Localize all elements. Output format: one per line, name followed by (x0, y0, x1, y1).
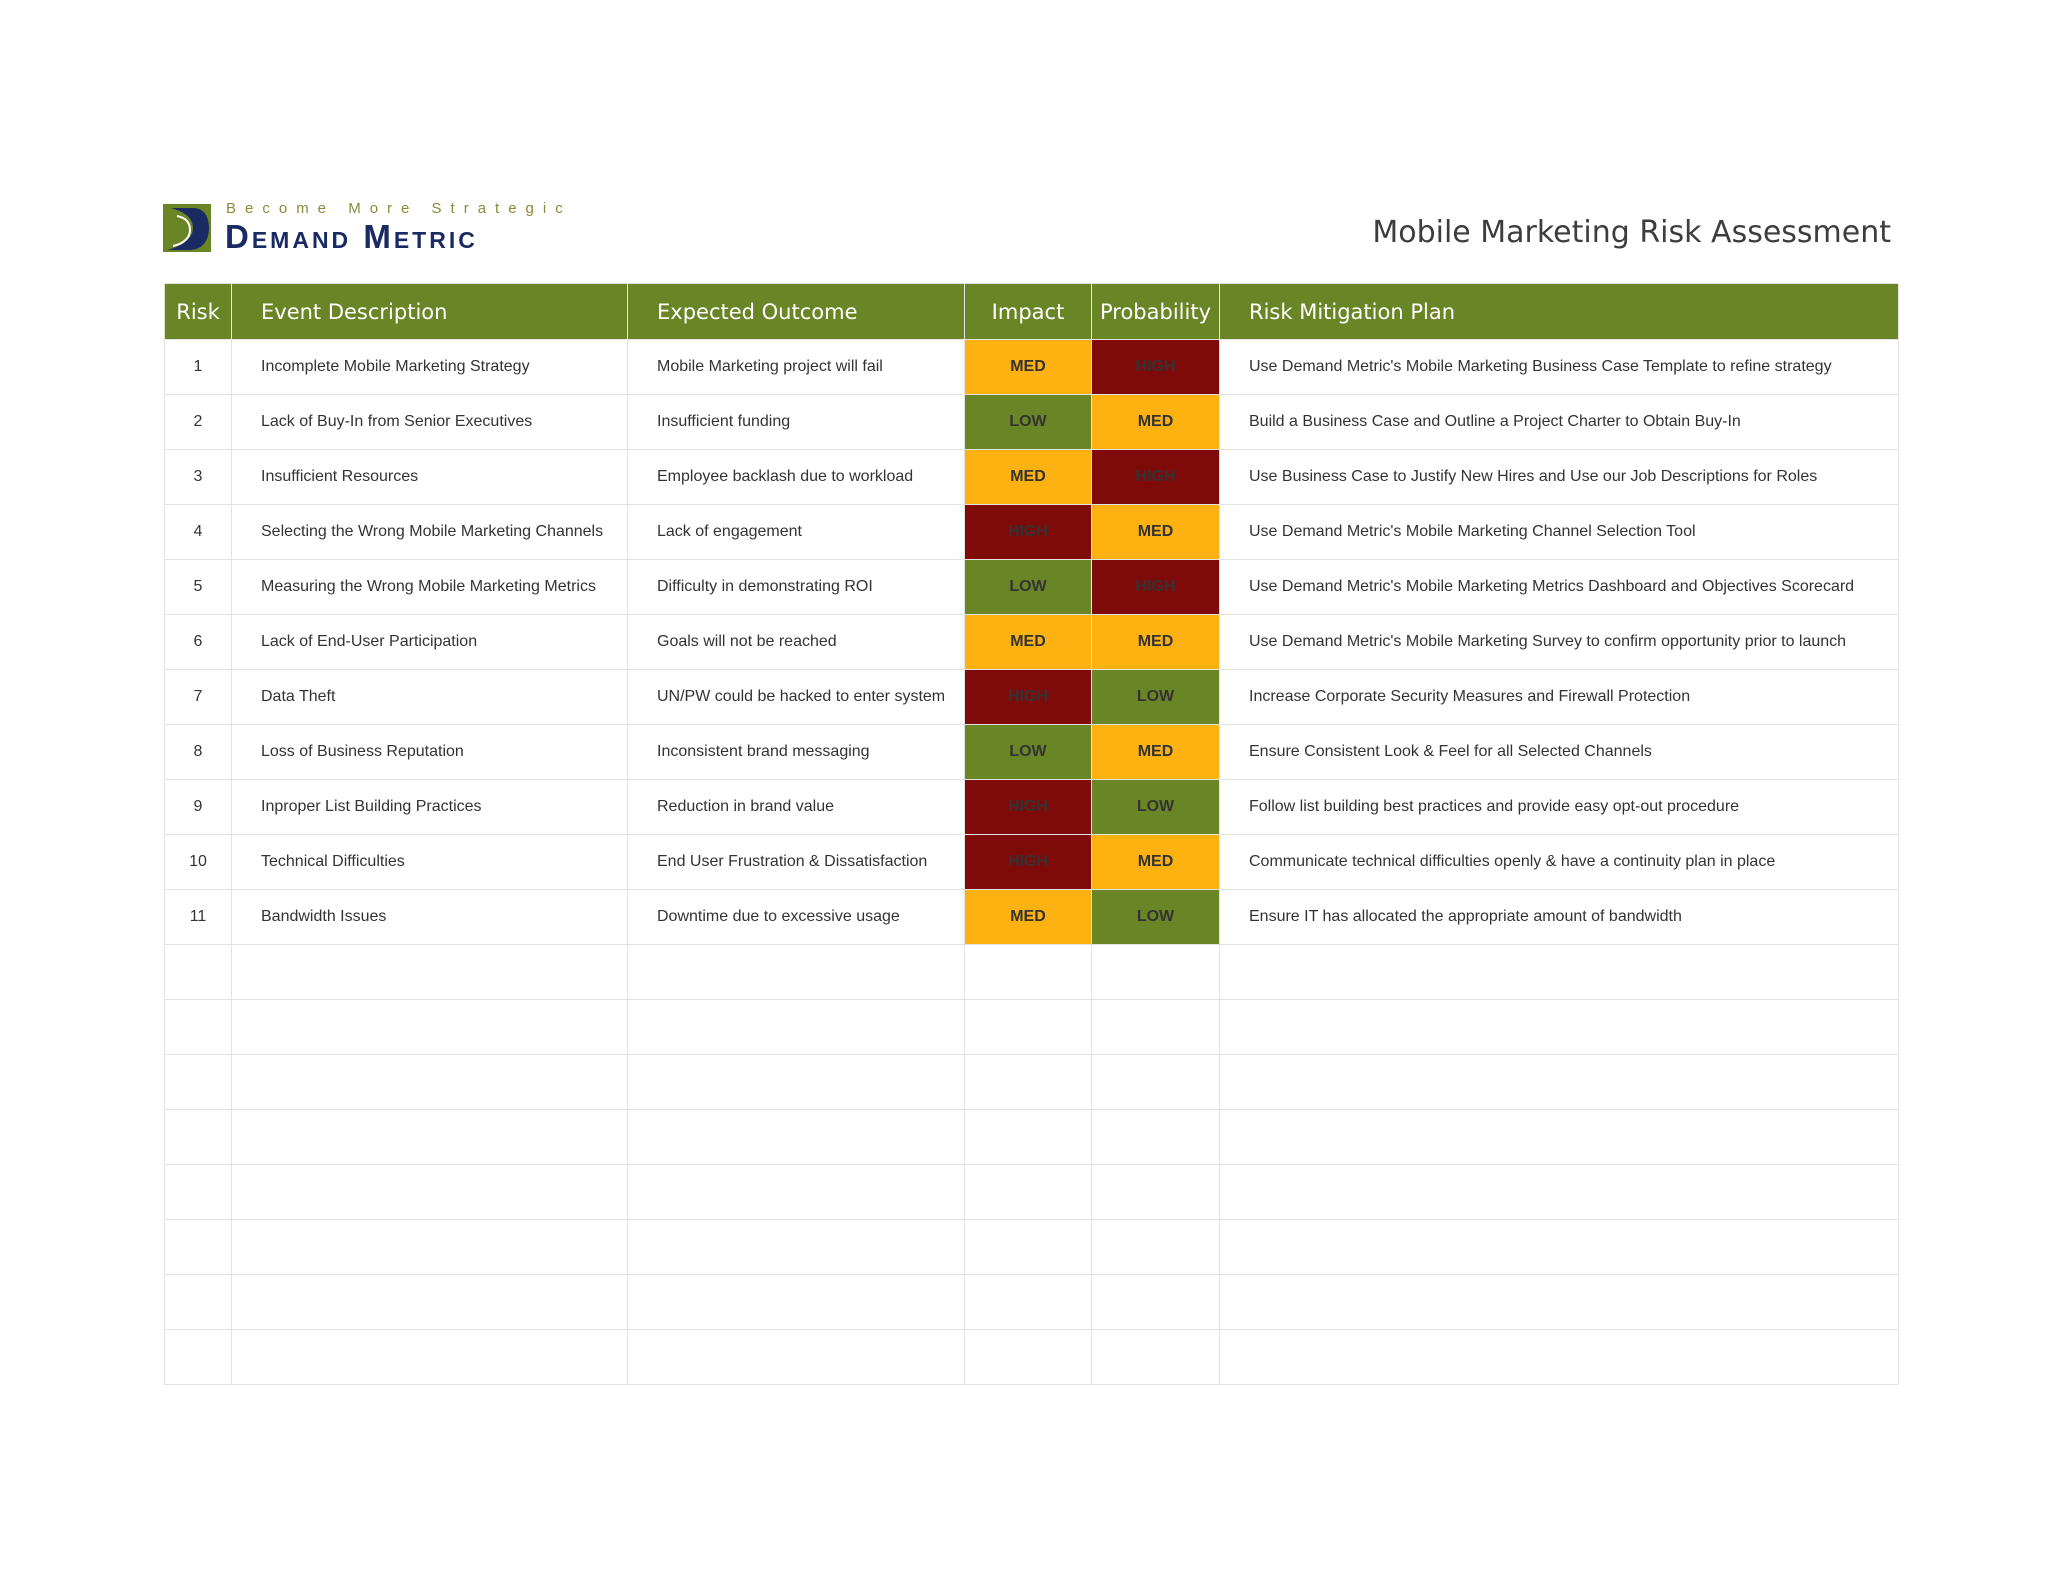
table-header-row (165, 284, 1899, 340)
risk-number-cell: 6 (165, 615, 232, 670)
risk-mitigation-plan-cell (1220, 1220, 1899, 1275)
demand-metric-logo (163, 200, 603, 260)
probability-cell: HIGH (1092, 450, 1220, 505)
risk-table-body (165, 340, 1899, 1385)
risk-mitigation-plan-cell: Communicate technical difficulties openly & have a continuity plan in place (1220, 835, 1899, 890)
column-header-probability: Probability (1092, 284, 1220, 340)
event-description-cell (232, 945, 628, 1000)
column-header-impact: Impact (965, 284, 1092, 340)
table-row (165, 1275, 1899, 1330)
risk-number-cell (165, 1275, 232, 1330)
probability-cell: HIGH (1092, 560, 1220, 615)
impact-cell (965, 1110, 1092, 1165)
event-description-cell: Lack of Buy-In from Senior Executives (232, 395, 628, 450)
impact-cell: LOW (965, 725, 1092, 780)
risk-mitigation-plan-cell (1220, 1275, 1899, 1330)
table-row (165, 1110, 1899, 1165)
risk-mitigation-plan-cell: Ensure IT has allocated the appropriate amount of bandwidth (1220, 890, 1899, 945)
risk-mitigation-plan-cell (1220, 1330, 1899, 1385)
probability-cell: LOW (1092, 670, 1220, 725)
expected-outcome-cell (628, 945, 965, 1000)
impact-cell: MED (965, 615, 1092, 670)
risk-number-cell (165, 1165, 232, 1220)
table-row (165, 560, 1899, 615)
table-row (165, 340, 1899, 395)
probability-cell (1092, 1330, 1220, 1385)
table-row (165, 780, 1899, 835)
risk-mitigation-plan-cell: Follow list building best practices and provide easy opt-out procedure (1220, 780, 1899, 835)
event-description-cell: Inproper List Building Practices (232, 780, 628, 835)
probability-cell: MED (1092, 395, 1220, 450)
table-row (165, 1000, 1899, 1055)
risk-mitigation-plan-cell: Use Demand Metric's Mobile Marketing Channel Selection Tool (1220, 505, 1899, 560)
probability-cell: MED (1092, 835, 1220, 890)
expected-outcome-cell (628, 1330, 965, 1385)
event-description-cell: Loss of Business Reputation (232, 725, 628, 780)
impact-cell (965, 1220, 1092, 1275)
impact-cell: LOW (965, 560, 1092, 615)
risk-mitigation-plan-cell: Use Demand Metric's Mobile Marketing Metrics Dashboard and Objectives Scorecard (1220, 560, 1899, 615)
risk-number-cell (165, 1220, 232, 1275)
risk-mitigation-plan-cell (1220, 1110, 1899, 1165)
risk-number-cell (165, 1330, 232, 1385)
column-header-risk: Risk (165, 284, 232, 340)
probability-cell: MED (1092, 505, 1220, 560)
expected-outcome-cell: Difficulty in demonstrating ROI (628, 560, 965, 615)
column-header-expected-outcome: Expected Outcome (628, 284, 965, 340)
risk-number-cell: 7 (165, 670, 232, 725)
expected-outcome-cell: End User Frustration & Dissatisfaction (628, 835, 965, 890)
table-row (165, 615, 1899, 670)
logo-tagline: Become More Strategic (226, 200, 572, 217)
event-description-cell (232, 1275, 628, 1330)
risk-number-cell: 4 (165, 505, 232, 560)
risk-mitigation-plan-cell: Increase Corporate Security Measures and Firewall Protection (1220, 670, 1899, 725)
expected-outcome-cell: Reduction in brand value (628, 780, 965, 835)
event-description-cell (232, 1055, 628, 1110)
probability-cell: LOW (1092, 780, 1220, 835)
table-row (165, 890, 1899, 945)
probability-cell (1092, 1055, 1220, 1110)
expected-outcome-cell: Goals will not be reached (628, 615, 965, 670)
expected-outcome-cell: Inconsistent brand messaging (628, 725, 965, 780)
impact-cell (965, 1330, 1092, 1385)
impact-cell (965, 1165, 1092, 1220)
table-row (165, 725, 1899, 780)
expected-outcome-cell: Insufficient funding (628, 395, 965, 450)
impact-cell: MED (965, 450, 1092, 505)
logo-wordmark: Demand Metric (225, 218, 478, 255)
expected-outcome-cell (628, 1000, 965, 1055)
impact-cell: HIGH (965, 670, 1092, 725)
event-description-cell: Measuring the Wrong Mobile Marketing Metrics (232, 560, 628, 615)
risk-number-cell: 3 (165, 450, 232, 505)
event-description-cell (232, 1000, 628, 1055)
impact-cell (965, 1000, 1092, 1055)
table-row (165, 835, 1899, 890)
risk-mitigation-plan-cell: Ensure Consistent Look & Feel for all Selected Channels (1220, 725, 1899, 780)
risk-number-cell (165, 1055, 232, 1110)
expected-outcome-cell (628, 1055, 965, 1110)
risk-number-cell: 5 (165, 560, 232, 615)
expected-outcome-cell (628, 1110, 965, 1165)
event-description-cell: Insufficient Resources (232, 450, 628, 505)
probability-cell (1092, 1000, 1220, 1055)
table-row (165, 395, 1899, 450)
risk-mitigation-plan-cell: Use Demand Metric's Mobile Marketing Business Case Template to refine strategy (1220, 340, 1899, 395)
expected-outcome-cell (628, 1220, 965, 1275)
probability-cell (1092, 1110, 1220, 1165)
risk-mitigation-plan-cell (1220, 1165, 1899, 1220)
event-description-cell (232, 1330, 628, 1385)
table-row (165, 450, 1899, 505)
impact-cell: MED (965, 890, 1092, 945)
impact-cell (965, 945, 1092, 1000)
expected-outcome-cell: Employee backlash due to workload (628, 450, 965, 505)
risk-mitigation-plan-cell: Use Business Case to Justify New Hires and Use our Job Descriptions for Roles (1220, 450, 1899, 505)
impact-cell: HIGH (965, 835, 1092, 890)
risk-number-cell: 10 (165, 835, 232, 890)
logo-mark-icon (163, 204, 211, 252)
impact-cell: LOW (965, 395, 1092, 450)
risk-number-cell (165, 945, 232, 1000)
page-title: Mobile Marketing Risk Assessment (1372, 215, 1891, 250)
risk-assessment-table (164, 283, 1899, 1385)
probability-cell (1092, 1275, 1220, 1330)
risk-number-cell: 2 (165, 395, 232, 450)
probability-cell (1092, 945, 1220, 1000)
table-row (165, 1220, 1899, 1275)
expected-outcome-cell (628, 1165, 965, 1220)
impact-cell: HIGH (965, 780, 1092, 835)
risk-number-cell (165, 1000, 232, 1055)
probability-cell: MED (1092, 615, 1220, 670)
table-row (165, 1055, 1899, 1110)
table-row (165, 670, 1899, 725)
expected-outcome-cell: Mobile Marketing project will fail (628, 340, 965, 395)
table-row (165, 1330, 1899, 1385)
risk-mitigation-plan-cell (1220, 1000, 1899, 1055)
probability-cell (1092, 1165, 1220, 1220)
event-description-cell (232, 1165, 628, 1220)
expected-outcome-cell (628, 1275, 965, 1330)
risk-number-cell: 1 (165, 340, 232, 395)
event-description-cell: Lack of End-User Participation (232, 615, 628, 670)
probability-cell: HIGH (1092, 340, 1220, 395)
event-description-cell: Selecting the Wrong Mobile Marketing Channels (232, 505, 628, 560)
event-description-cell: Bandwidth Issues (232, 890, 628, 945)
table-row (165, 505, 1899, 560)
event-description-cell: Technical Difficulties (232, 835, 628, 890)
risk-mitigation-plan-cell: Build a Business Case and Outline a Project Charter to Obtain Buy-In (1220, 395, 1899, 450)
impact-cell (965, 1055, 1092, 1110)
probability-cell: LOW (1092, 890, 1220, 945)
risk-mitigation-plan-cell (1220, 1055, 1899, 1110)
event-description-cell (232, 1220, 628, 1275)
impact-cell (965, 1275, 1092, 1330)
probability-cell (1092, 1220, 1220, 1275)
event-description-cell (232, 1110, 628, 1165)
risk-number-cell (165, 1110, 232, 1165)
event-description-cell: Incomplete Mobile Marketing Strategy (232, 340, 628, 395)
table-row (165, 1165, 1899, 1220)
expected-outcome-cell: UN/PW could be hacked to enter system (628, 670, 965, 725)
impact-cell: HIGH (965, 505, 1092, 560)
risk-number-cell: 8 (165, 725, 232, 780)
risk-number-cell: 9 (165, 780, 232, 835)
column-header-risk-mitigation-plan: Risk Mitigation Plan (1220, 284, 1899, 340)
risk-mitigation-plan-cell: Use Demand Metric's Mobile Marketing Survey to confirm opportunity prior to launch (1220, 615, 1899, 670)
risk-number-cell: 11 (165, 890, 232, 945)
probability-cell: MED (1092, 725, 1220, 780)
column-header-event-description: Event Description (232, 284, 628, 340)
risk-mitigation-plan-cell (1220, 945, 1899, 1000)
event-description-cell: Data Theft (232, 670, 628, 725)
table-row (165, 945, 1899, 1000)
expected-outcome-cell: Lack of engagement (628, 505, 965, 560)
expected-outcome-cell: Downtime due to excessive usage (628, 890, 965, 945)
impact-cell: MED (965, 340, 1092, 395)
